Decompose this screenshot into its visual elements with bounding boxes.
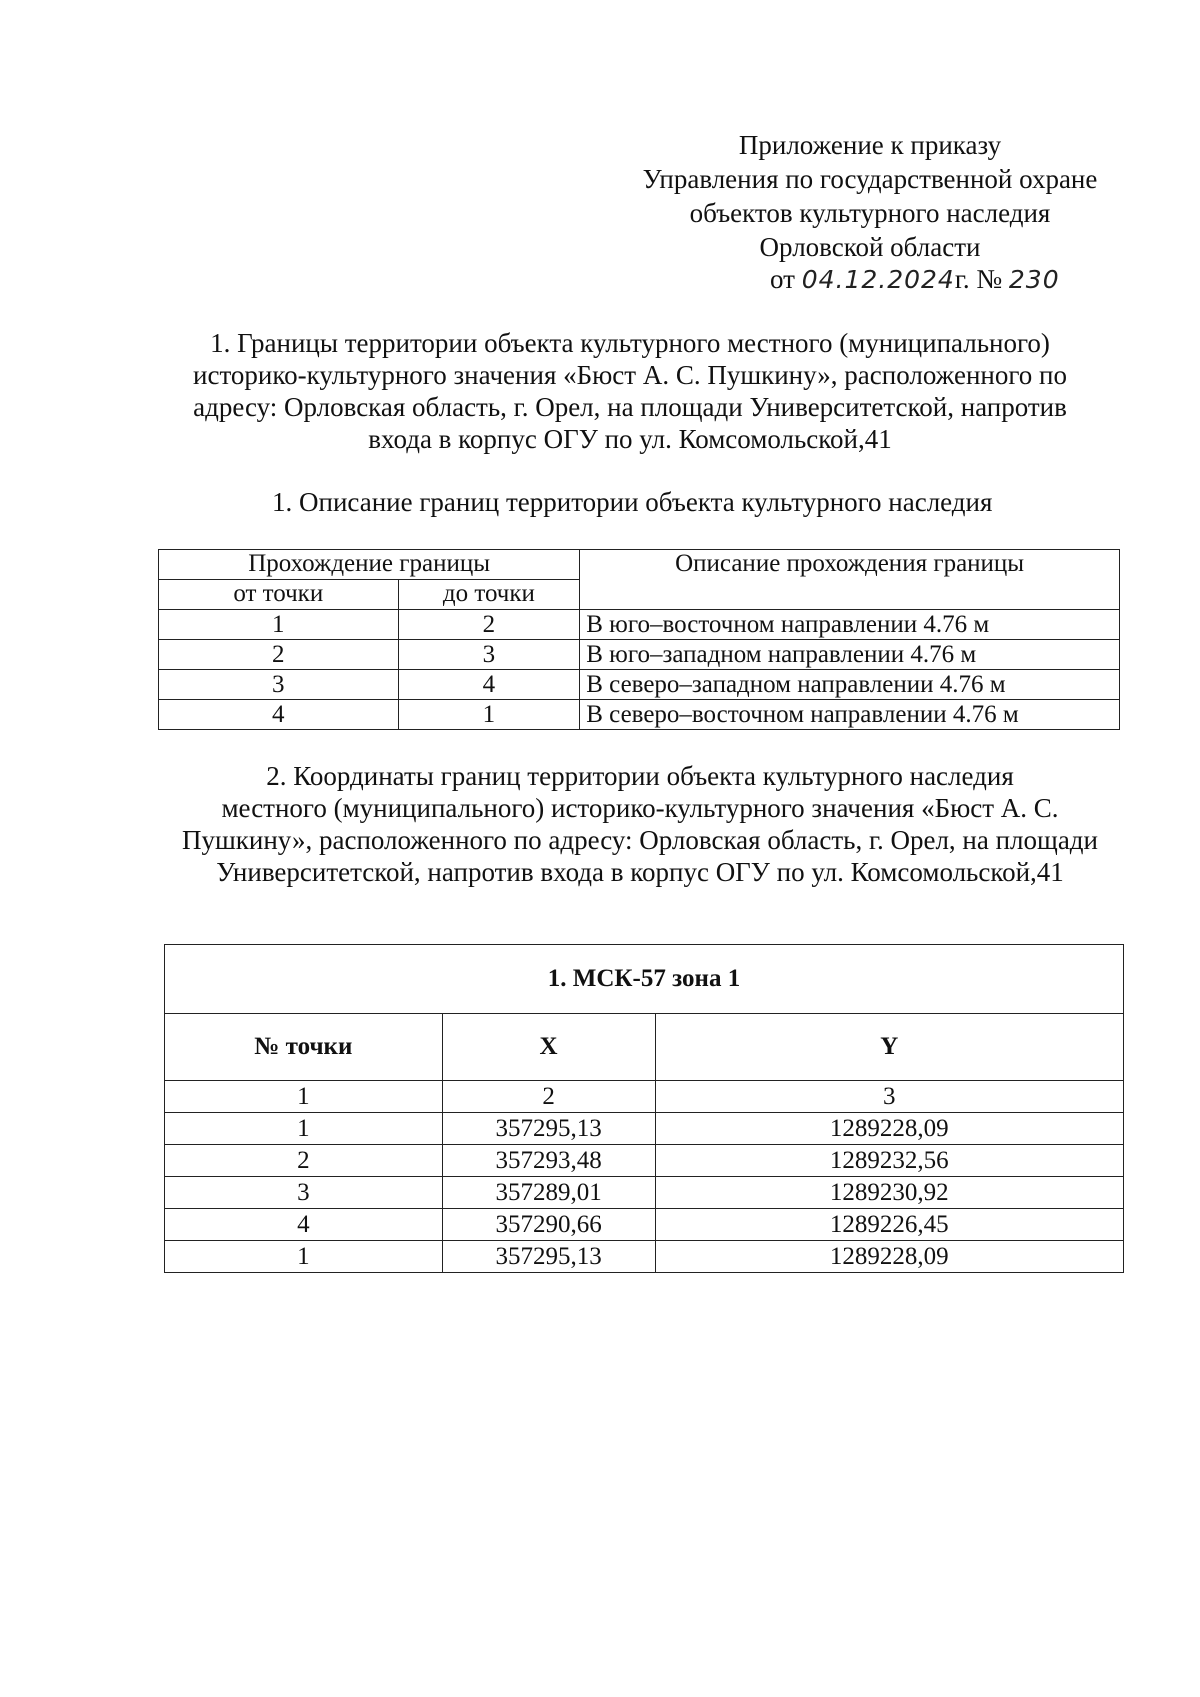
section1-title — [150, 327, 1110, 455]
to-cell: 1 — [398, 700, 580, 730]
table-row — [159, 670, 1120, 700]
x-header: X — [442, 1014, 655, 1081]
from-cell: 1 — [159, 610, 399, 640]
point-cell: 1 — [165, 1113, 443, 1145]
from-header: от точки — [159, 580, 399, 610]
table-row — [159, 610, 1120, 640]
x-cell: 357293,48 — [442, 1145, 655, 1177]
y-cell: 1289230,92 — [655, 1177, 1124, 1209]
table-row — [165, 1145, 1124, 1177]
desc-cell: В северо–западном направлении 4.76 м — [580, 670, 1120, 700]
y-header: Y — [655, 1014, 1124, 1081]
point-cell: 1 — [165, 1241, 443, 1273]
table-row — [159, 700, 1120, 730]
y-cell: 3 — [655, 1081, 1124, 1113]
x-cell: 357295,13 — [442, 1241, 655, 1273]
title-line: 2. Координаты границ территории объекта культурного наследия — [266, 761, 1014, 791]
from-cell: 2 — [159, 640, 399, 670]
desc-cell: В юго–западном направлении 4.76 м — [580, 640, 1120, 670]
header-line: Управления по государственной охране — [642, 164, 1098, 194]
coordinates-table — [164, 944, 1124, 1273]
year-suffix: г. № — [954, 264, 1003, 294]
date-prefix: от — [770, 264, 795, 294]
point-cell: 2 — [165, 1145, 443, 1177]
y-cell: 1289228,09 — [655, 1113, 1124, 1145]
x-cell: 2 — [442, 1081, 655, 1113]
header-line: Приложение к приказу — [738, 130, 1002, 160]
title-line: входа в корпус ОГУ по ул. Комсомольской,41 — [368, 424, 892, 454]
header-line: Орловской области — [759, 232, 981, 262]
section1-subtitle: 1. Описание границ территории объекта культурного наследия — [272, 487, 993, 517]
table-row — [165, 1209, 1124, 1241]
desc-cell: В северо–восточном направлении 4.76 м — [580, 700, 1120, 730]
title-line: историко-культурного значения «Бюст А. С. Пушкину», расположенного по — [193, 360, 1067, 390]
header-line: объектов культурного наследия — [689, 198, 1051, 228]
title-line: Университетской, напротив входа в корпус ОГУ по ул. Комсомольской,41 — [216, 857, 1064, 887]
desc-header: Описание прохождения границы — [580, 550, 1120, 610]
group-header: Прохождение границы — [159, 550, 580, 580]
title-line: 1. Границы территории объекта культурного местного (муниципального) — [210, 328, 1050, 358]
zone-title: 1. МСК-57 зона 1 — [165, 945, 1124, 1014]
title-line: Пушкину», расположенного по адресу: Орловская область, г. Орел, на площади — [182, 825, 1098, 855]
to-header: до точки — [398, 580, 580, 610]
y-cell: 1289226,45 — [655, 1209, 1124, 1241]
point-number-header: № точки — [165, 1014, 443, 1081]
to-cell: 2 — [398, 610, 580, 640]
point-cell: 4 — [165, 1209, 443, 1241]
point-cell: 1 — [165, 1081, 443, 1113]
handwritten-number: 230 — [1008, 265, 1060, 294]
x-cell: 357290,66 — [442, 1209, 655, 1241]
point-cell: 3 — [165, 1177, 443, 1209]
from-cell: 3 — [159, 670, 399, 700]
y-cell: 1289228,09 — [655, 1241, 1124, 1273]
appendix-header — [620, 128, 1120, 264]
to-cell: 3 — [398, 640, 580, 670]
boundary-description-table — [158, 549, 1120, 730]
desc-cell: В юго–восточном направлении 4.76 м — [580, 610, 1120, 640]
x-cell: 357295,13 — [442, 1113, 655, 1145]
table-row — [165, 1081, 1124, 1113]
section2-title — [150, 760, 1130, 888]
title-line: адресу: Орловская область, г. Орел, на площади Университетской, напротив — [193, 392, 1067, 422]
table-row — [165, 1113, 1124, 1145]
table-row — [159, 640, 1120, 670]
to-cell: 4 — [398, 670, 580, 700]
order-date-number — [770, 262, 1060, 297]
from-cell: 4 — [159, 700, 399, 730]
table-row — [165, 1241, 1124, 1273]
x-cell: 357289,01 — [442, 1177, 655, 1209]
table-row — [165, 1177, 1124, 1209]
handwritten-date: 04.12.2024 — [801, 265, 955, 294]
title-line: местного (муниципального) историко-культурного значения «Бюст А. С. — [221, 793, 1059, 823]
y-cell: 1289232,56 — [655, 1145, 1124, 1177]
